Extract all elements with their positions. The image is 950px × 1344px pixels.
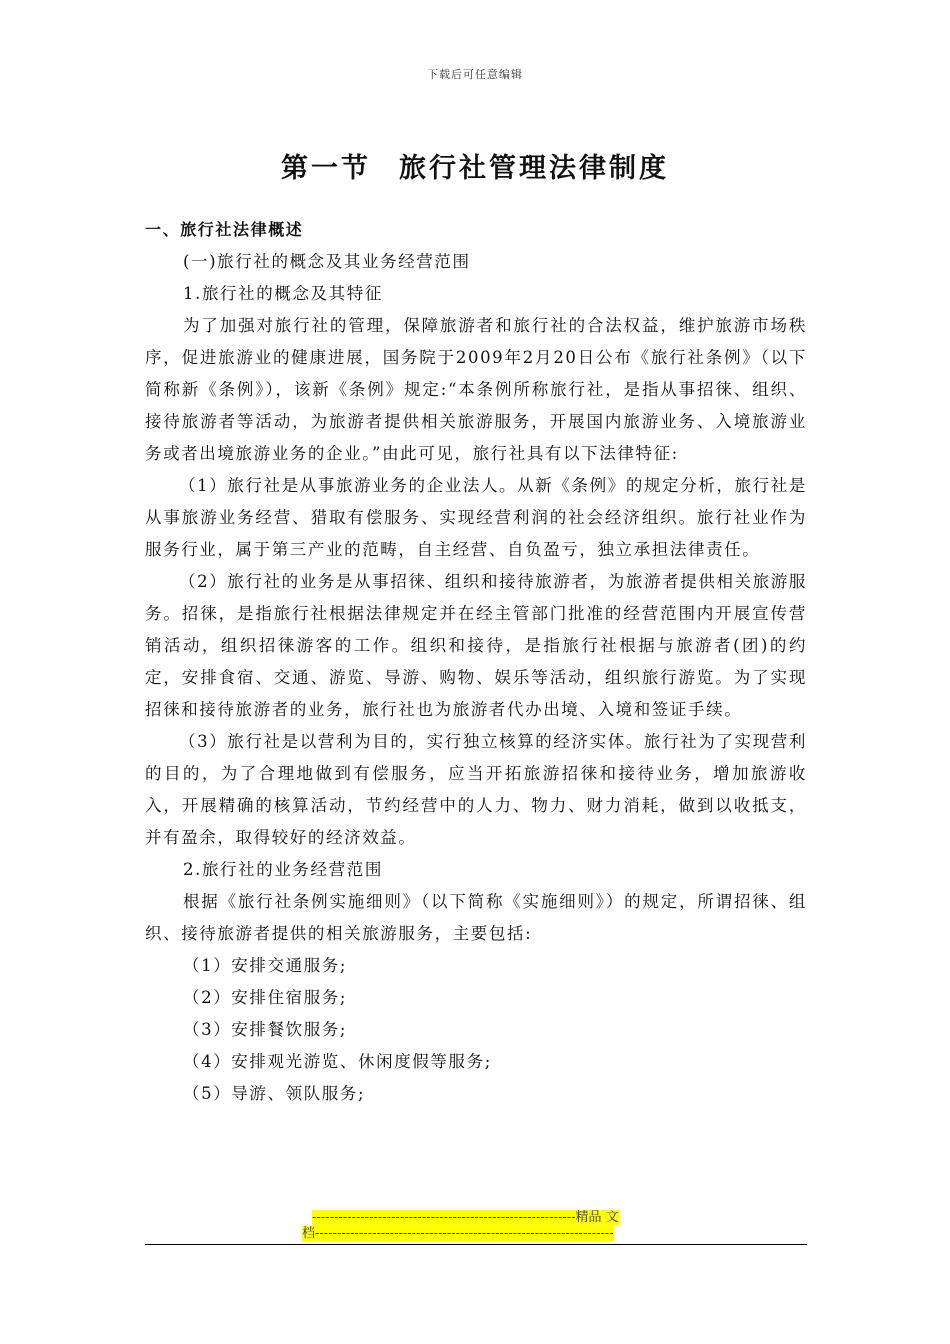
- item-heading-2: 2.旅行社的业务经营范围: [183, 860, 383, 879]
- item-heading-1: 1.旅行社的概念及其特征: [183, 284, 383, 303]
- list-item: （5）导游、领队服务;: [183, 1084, 366, 1103]
- feature-paragraph-1: （1）旅行社是从事旅游业务的企业法人。从新《条例》的规定分析，旅行社是从事旅游业务经营、猎取有偿服务、实现经营利润的社会经济组织。旅行社业作为服务行业，属于第三产业的范畴，自主经营、自负盈亏，独立承担法律责任。: [145, 476, 807, 559]
- feature-paragraph-3: （3）旅行社是以营利为目的，实行独立核算的经济实体。旅行社为了实现营利的目的，为了合理地做到有偿服务，应当开拓旅游招徕和接待业务，增加旅游收入，开展精确的核算活动，节约经营中的人力、物力、财力消耗，做到以收抵支，并有盈余，取得较好的经济效益。: [145, 732, 807, 847]
- list-item: （4）安排观光游览、休闲度假等服务;: [183, 1052, 492, 1071]
- list-item: （2）安排住宿服务;: [183, 988, 348, 1007]
- feature-paragraph-2: （2）旅行社的业务是从事招徕、组织和接待旅游者，为旅游者提供相关旅游服务。招徕，是指旅行社根据法律规定并在经主管部门批准的经营范围内开展宣传营销活动，组织招徕游客的工作。组织和接待，是指旅行社根据与旅游者(团)的约定，安排食宿、交通、游览、导游、购物、娱乐等活动，组织旅行游览。为了实现招徕和接待旅游者的业务，旅行社也为旅游者代办出境、入境和签证手续。: [145, 572, 807, 719]
- footer-line-1: ------------------------------------------------------------精品 文: [312, 1210, 619, 1225]
- scope-paragraph: 根据《旅行社条例实施细则》（以下简称《实施细则》）的规定，所谓招徕、组织、接待旅游者提供的相关旅游服务，主要包括:: [145, 892, 807, 943]
- document-body: [145, 214, 807, 1110]
- footer-watermark: [302, 1210, 652, 1242]
- list-item: （3）安排餐饮服务;: [183, 1020, 348, 1039]
- title-section-number: 第一节: [281, 153, 371, 184]
- section-heading: 一、旅行社法律概述: [145, 220, 304, 239]
- services-list: [145, 950, 807, 1110]
- list-item: （1）安排交通服务;: [183, 956, 348, 975]
- footer-rule: [145, 1244, 807, 1245]
- header-note: 下载后可任意编辑: [427, 68, 523, 81]
- title-text: 旅行社管理法律制度: [399, 153, 669, 184]
- intro-paragraph: 为了加强对旅行社的管理，保障旅游者和旅行社的合法权益，维护旅游市场秩序，促进旅游业的健康进展，国务院于2009年2月20日公布《旅行社条例》（以下简称新《条例》），该新《条例》规定:“本条例所称旅行社，是指从事招徕、组织、接待旅游者等活动，为旅游者提供相关旅游服务，开展国内旅游业务、入境旅游业务或者出境旅游业务的企业。”由此可见，旅行社具有以下法律特征:: [145, 316, 807, 463]
- page-title: [0, 146, 950, 185]
- subsection-heading: (一)旅行社的概念及其业务经营范围: [183, 252, 471, 271]
- footer-line-2: 档--------------------------------------------------------------------: [302, 1226, 614, 1241]
